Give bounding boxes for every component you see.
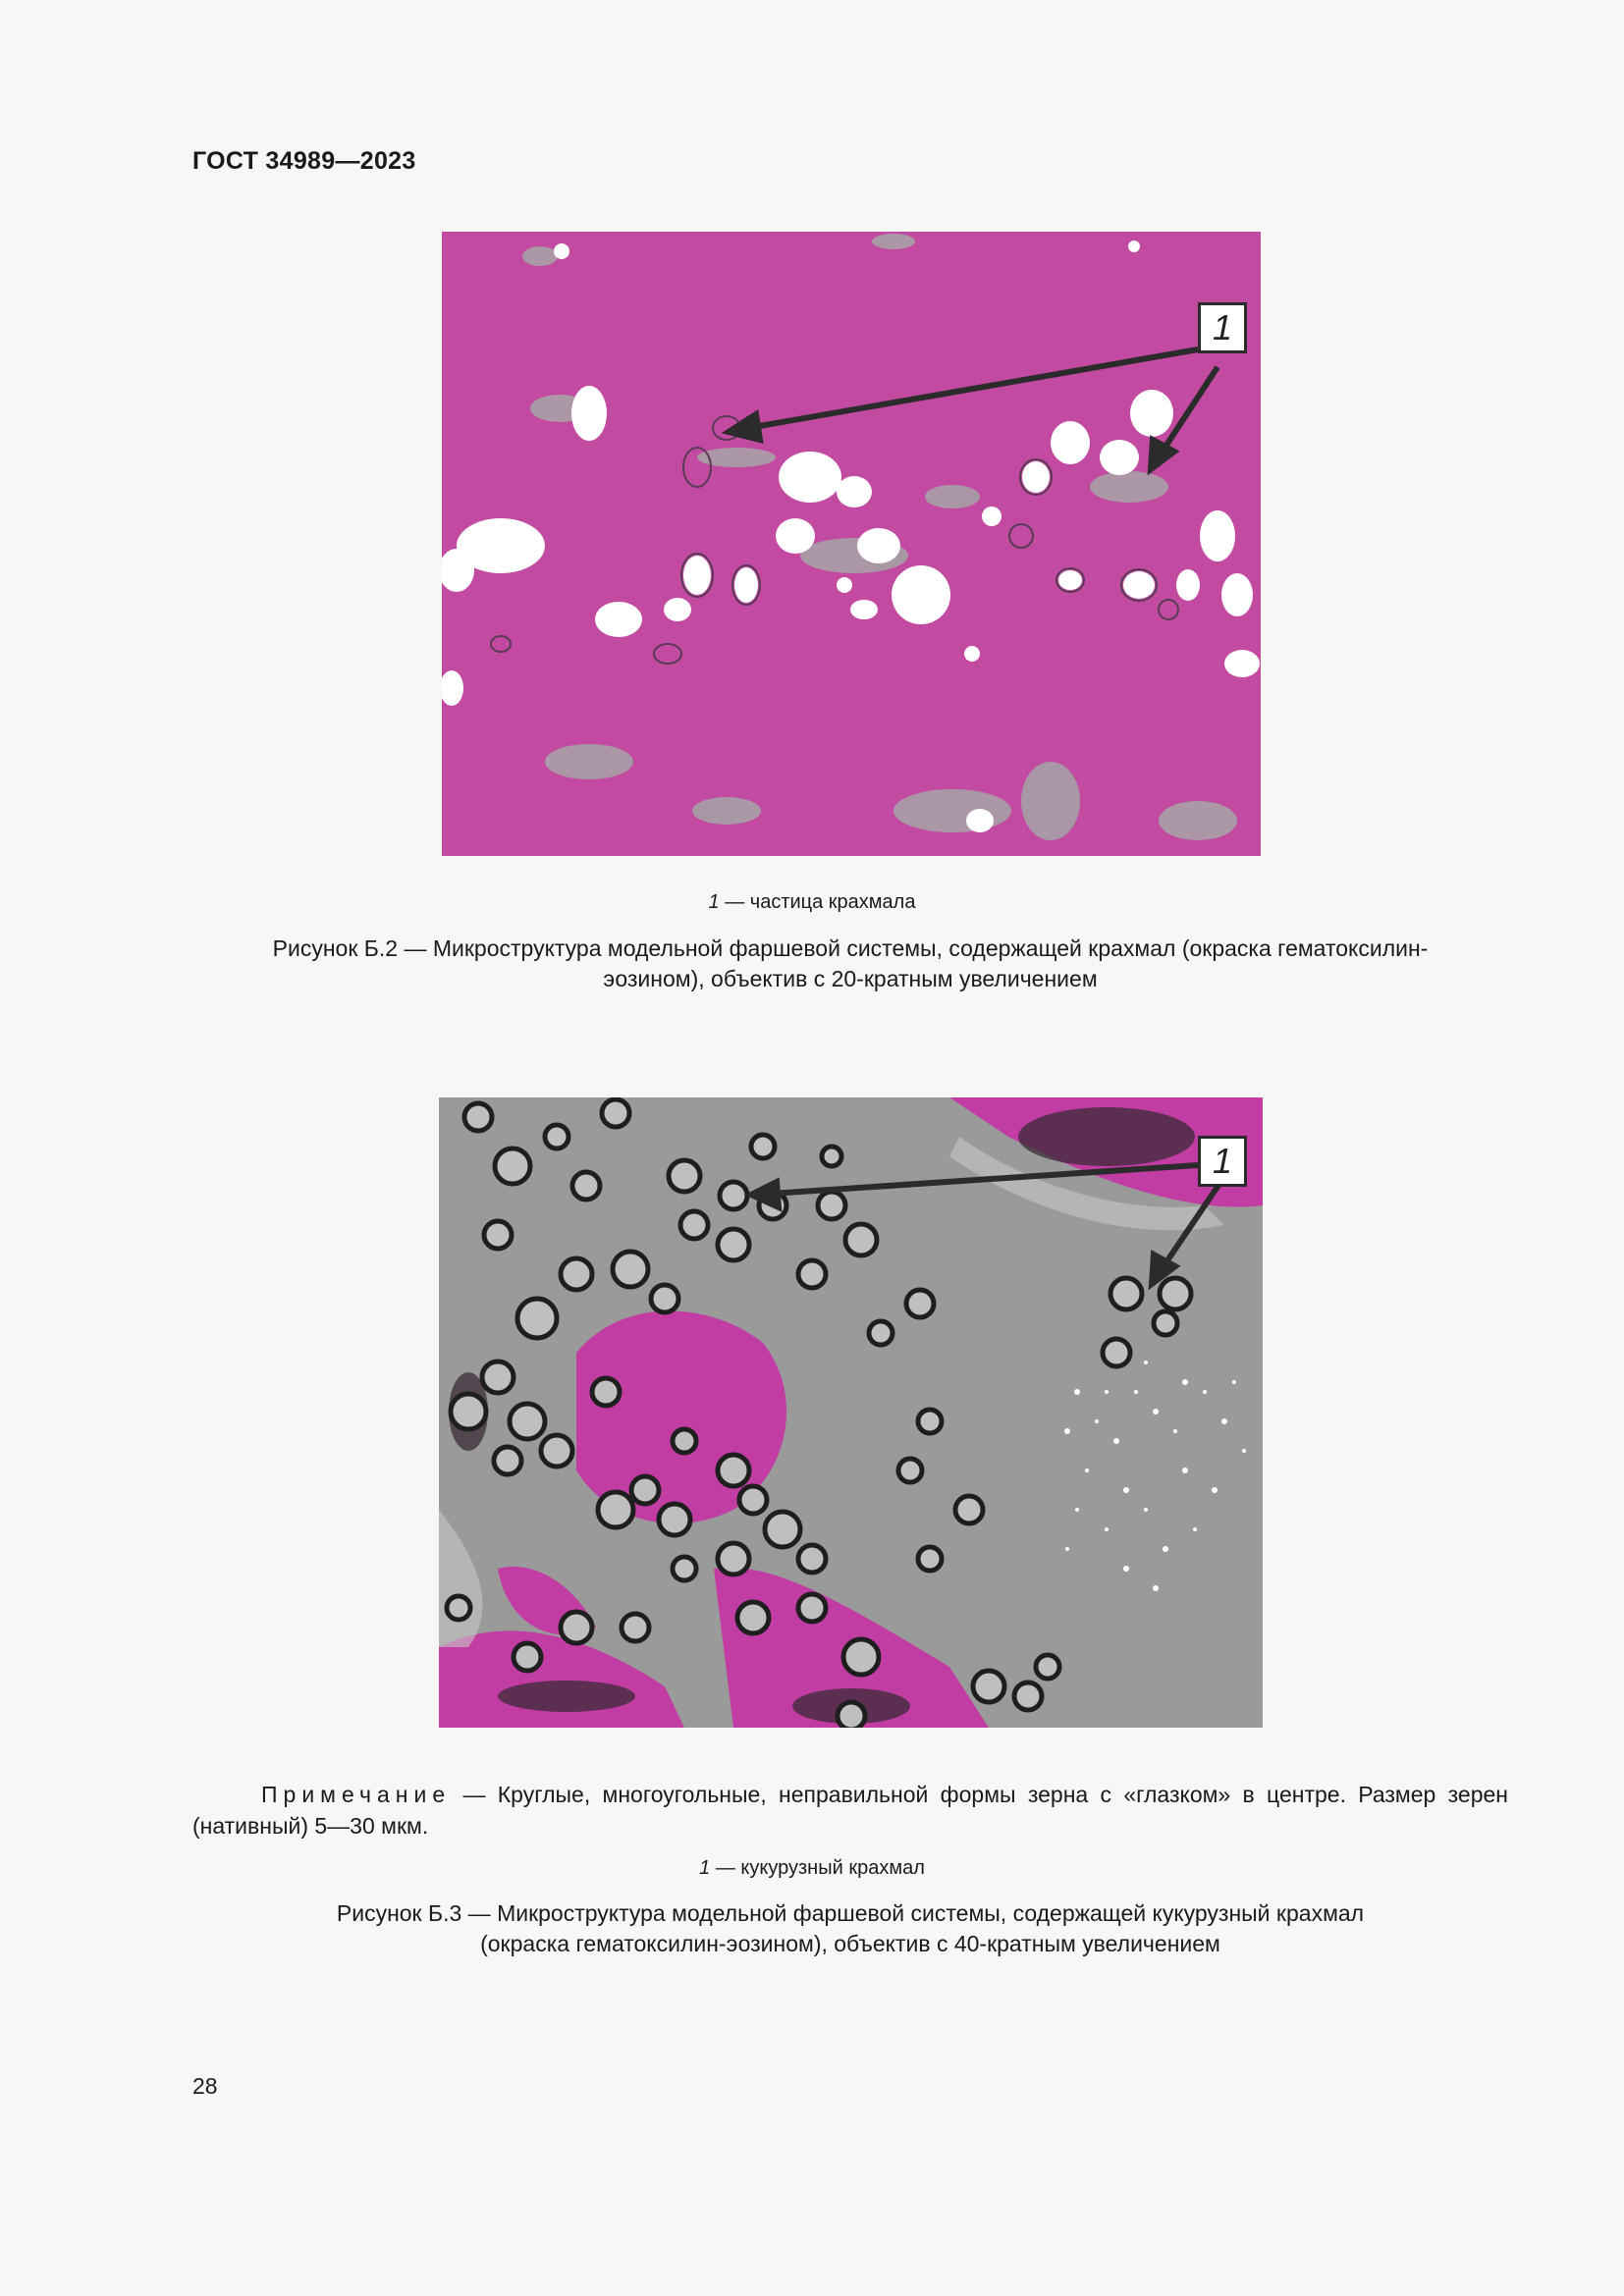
figure-b2-caption xyxy=(192,934,1508,994)
page-number: 28 xyxy=(192,2073,218,2099)
legend-number: 1 xyxy=(699,1857,711,1879)
figure-b3-legend xyxy=(0,1857,1624,1880)
figure-b2-legend xyxy=(0,891,1624,914)
note-text: — Круглые, многоугольные, неправильной формы зерна с «глазком» в центре. Размер зерен (нативный) 5—30 мкм. xyxy=(192,1782,1508,1839)
figure-b3-note xyxy=(192,1779,1508,1842)
callout-label: 1 xyxy=(1198,1136,1247,1187)
micrograph-b2 xyxy=(442,232,1261,856)
caption-line: (окраска гематоксилин-эозином), объектив с 40-кратным увеличением xyxy=(480,1931,1220,1956)
caption-line: Рисунок Б.2 — Микроструктура модельной фаршевой системы, содержащей крахмал (окраска гематоксилин- xyxy=(272,935,1429,961)
legend-text: — частица крахмала xyxy=(719,891,916,913)
document-header: ГОСТ 34989—2023 xyxy=(192,147,416,175)
figure-b3-caption xyxy=(192,1898,1508,1959)
micrograph-b3-image xyxy=(439,1097,1263,1728)
note-label: Примечание xyxy=(261,1782,452,1807)
callout-label: 1 xyxy=(1198,302,1247,353)
legend-number: 1 xyxy=(708,891,720,913)
caption-line: Рисунок Б.3 — Микроструктура модельной фаршевой системы, содержащей кукурузный крахмал xyxy=(336,1900,1365,1926)
legend-text: — кукурузный крахмал xyxy=(710,1857,925,1879)
micrograph-b3 xyxy=(439,1097,1263,1728)
micrograph-b2-image xyxy=(442,232,1261,856)
caption-line: эозином), объектив с 20-кратным увеличением xyxy=(603,966,1098,991)
